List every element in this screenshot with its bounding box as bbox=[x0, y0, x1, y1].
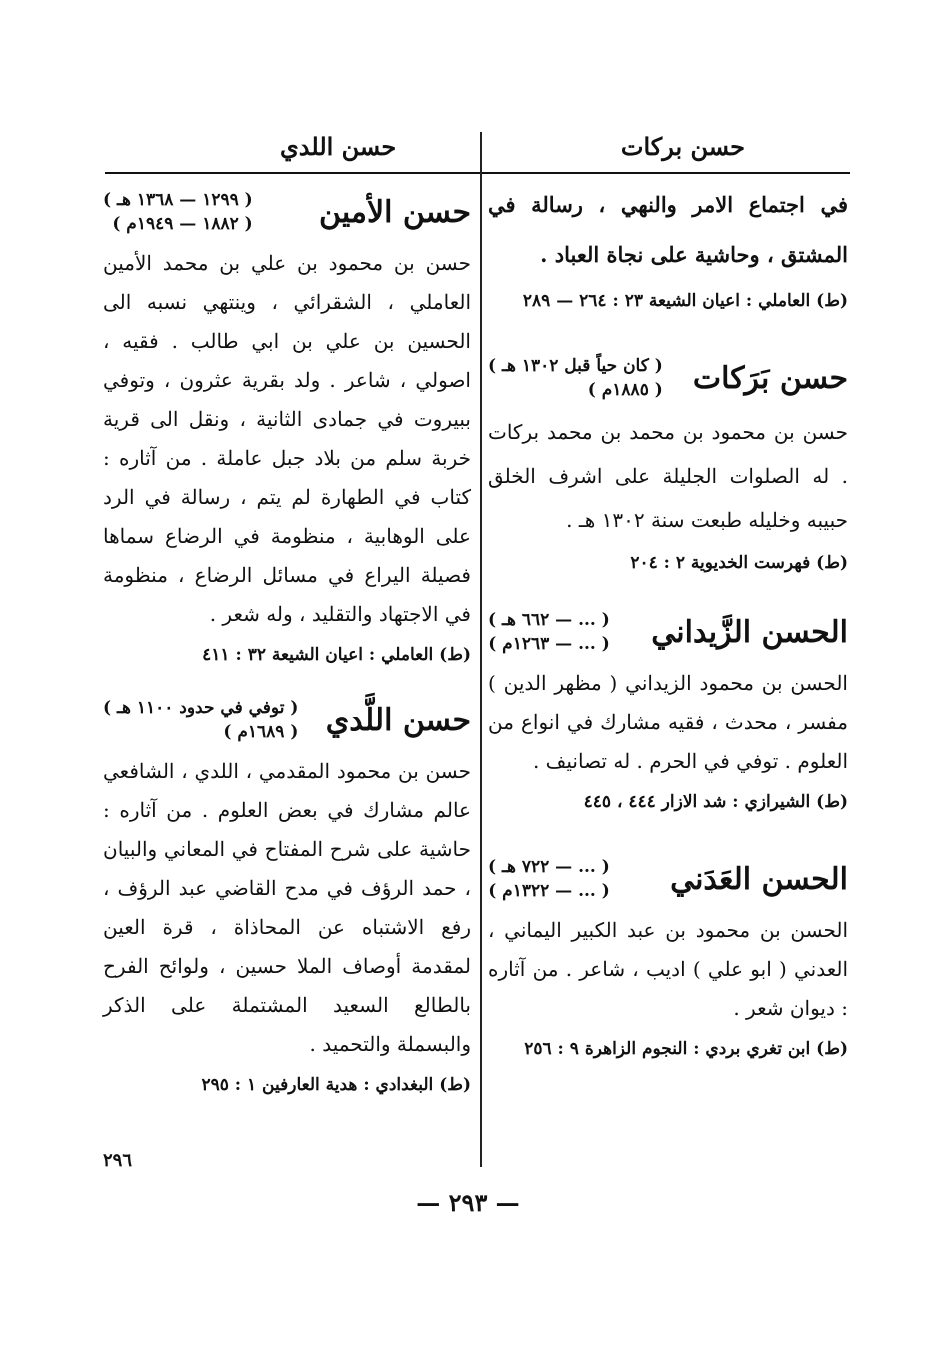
entry-text: الحسن بن محمود الزيداني ( مظهر الدين ) مفسر ، محدث ، فقيه مشارك في انواع من العلوم . توفي في الحرم . له تصانيف . bbox=[488, 671, 848, 773]
hijri-date: ( ١٢٩٩ — ١٣٦٨ هـ ) bbox=[103, 190, 253, 210]
entry-name: حسن بَرَكات bbox=[692, 360, 848, 396]
entry-heading bbox=[488, 600, 848, 664]
hijri-date: ( ... — ٧٢٢ هـ ) bbox=[488, 857, 610, 877]
entry-name: حسن الأمين bbox=[319, 194, 471, 230]
entry-source: (ط) العاملي : اعيان الشيعة ٣٢ : ٤١١ bbox=[202, 645, 471, 665]
entry-source: (ط) الشيرازي : شد الازار ٤٤٤ ، ٤٤٥ bbox=[583, 792, 848, 812]
entry-name: الحسن العَدَني bbox=[670, 861, 848, 897]
entry-dates bbox=[103, 188, 253, 236]
entry-hasan-amin bbox=[103, 180, 471, 672]
entry-name: حسن اللَّدي bbox=[325, 702, 471, 738]
entry-dates bbox=[488, 354, 663, 402]
column-divider bbox=[480, 132, 482, 1167]
entry-heading bbox=[103, 180, 471, 244]
left-column bbox=[103, 180, 471, 1102]
hijri-date: ( ... — ٦٦٢ هـ ) bbox=[488, 610, 610, 630]
hijri-date: ( توفي في حدود ١١٠٠ هـ ) bbox=[103, 698, 299, 718]
continued-text: في اجتماع الامر والنهي ، رسالة في المشتق ، وحاشية على نجاة العباد . bbox=[488, 192, 848, 267]
entry-hasan-luddi bbox=[103, 688, 471, 1102]
left-running-title: حسن اللدي bbox=[280, 132, 397, 161]
right-running-title: حسن بركات bbox=[620, 132, 745, 161]
entry-source: (ط) فهرست الخديوية ٢ : ٢٠٤ bbox=[630, 553, 848, 573]
entry-dates bbox=[488, 608, 610, 656]
gregorian-date: ( ١٨٨٥م ) bbox=[587, 380, 663, 400]
entry-name: الحسن الزَّيداني bbox=[651, 614, 848, 650]
entry-hasan-zaydani bbox=[488, 600, 848, 819]
entry-dates bbox=[488, 855, 610, 903]
running-header bbox=[105, 132, 850, 174]
entry-dates bbox=[103, 696, 298, 744]
hijri-date: ( كان حياً قبل ١٣٠٢ هـ ) bbox=[488, 356, 663, 376]
entry-heading bbox=[488, 847, 848, 911]
entry-hasan-barakat bbox=[488, 346, 848, 580]
entry-source: (ط) البغدادي : هدية العارفين ١ : ٢٩٥ bbox=[201, 1075, 471, 1095]
entry-source: (ط) ابن تغري بردي : النجوم الزاهرة ٩ : ٢٥٦ bbox=[524, 1039, 848, 1059]
column-reference: ٢٩٦ bbox=[103, 1150, 133, 1171]
page-number: — ٢٩٣ — bbox=[416, 1188, 520, 1217]
gregorian-date: ( ١٨٨٢ — ١٩٤٩م ) bbox=[112, 214, 253, 234]
continued-source: (ط) العاملي : اعيان الشيعة ٢٣ : ٢٦٤ — ٢٨٩ bbox=[522, 291, 848, 311]
entry-hasan-adani bbox=[488, 847, 848, 1066]
gregorian-date: ( ١٦٨٩م ) bbox=[223, 722, 299, 742]
entry-heading bbox=[488, 346, 848, 410]
entry-text: الحسن بن محمود بن عبد الكبير اليماني ، العدني ( ابو علي ) اديب ، شاعر . من آثاره : ديوان شعر . bbox=[488, 918, 848, 1020]
entry-text: حسن بن محمود بن محمد بن محمد بركات . له الصلوات الجليلة على اشرف الخلق حبيبه وخليله طبعت سنة ١٣٠٢ هـ . bbox=[488, 420, 848, 532]
entry-text: حسن بن محمود المقدمي ، اللدي ، الشافعي عالم مشارك في بعض العلوم . من آثاره : حاشية على شرح المفتاح في المعاني والبيان ، حمد الرؤف في مدح القاضي عبد الرؤف ، رفع الاشتباه عن المحاذاة ، قرة العين لمقدمة أوصاف الملا حسين ، ولوائح الفرح بالطالع السعيد المشتملة على الذكر والبسملة والتحميد . bbox=[103, 759, 471, 1056]
right-column bbox=[488, 180, 848, 1066]
entry-heading bbox=[103, 688, 471, 752]
gregorian-date: ( ... — ١٣٢٢م ) bbox=[488, 881, 610, 901]
entry-text: حسن بن محمود بن علي بن محمد الأمين العاملي ، الشقرائي ، وينتهي نسبه الى الحسين بن علي بن ابي طالب . فقيه ، اصولي ، شاعر . ولد بقرية عثرون ، وتوفي ببيروت في جمادى الثانية ، ونقل الى قرية خربة سلم من بلاد جبل عاملة . من آثاره : كتاب في الطهارة لم يتم ، رسالة في الرد على الوهابية ، منظومة في الرضاع سماها فصيلة اليراع في مسائل الرضاع ، منظومة في الاجتهاد والتقليد ، وله شعر . bbox=[103, 251, 471, 626]
gregorian-date: ( ... — ١٢٦٣م ) bbox=[488, 634, 610, 654]
